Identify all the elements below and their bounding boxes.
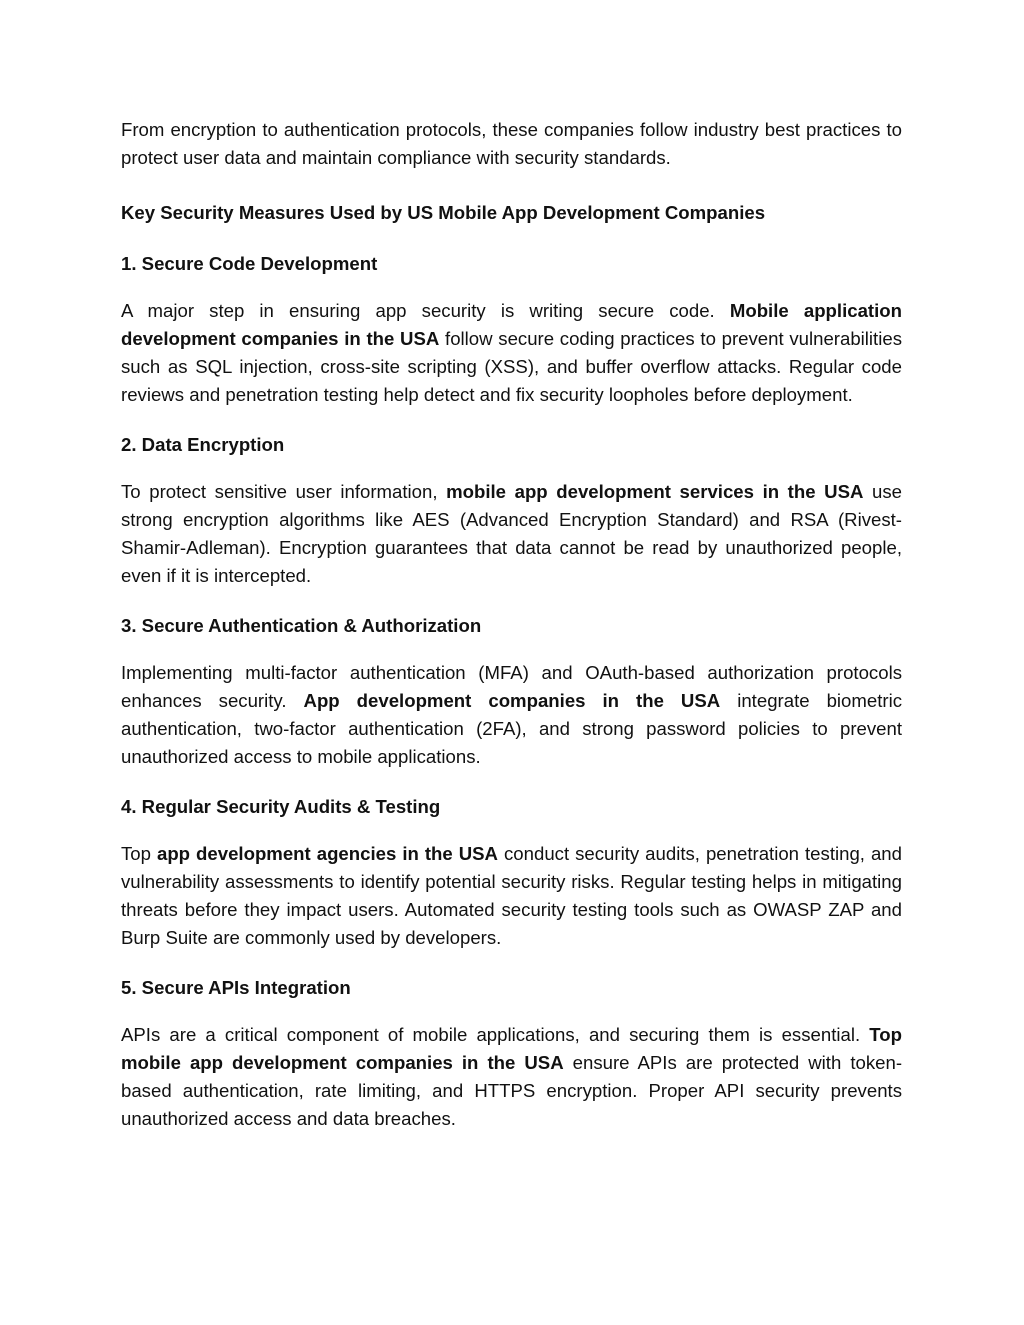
- section-paragraph-data-encryption: [121, 478, 902, 589]
- section-heading-secure-code: 1. Secure Code Development: [121, 253, 378, 275]
- paragraph-text: Top: [121, 843, 157, 865]
- emphasis-text: mobile app development services in the USA: [446, 481, 864, 503]
- paragraph-text: use strong encryption algorithms like AES (Advanced Encryption Standard) and RSA (Rivest-Shamir-Adleman). Encryption guarantees that data cannot be read by unauthorized people, even if it is intercepted.: [121, 481, 902, 586]
- section-paragraph-secure-apis: [121, 1021, 902, 1132]
- paragraph-text: A major step in ensuring app security is writing secure code.: [121, 300, 730, 322]
- intro-paragraph: From encryption to authentication protocols, these companies follow industry best practices to protect user data and maintain compliance with security standards.: [121, 119, 902, 168]
- document-page: [121, 116, 902, 1155]
- paragraph-text: APIs are a critical component of mobile applications, and securing them is essential.: [121, 1024, 870, 1046]
- emphasis-text: app development agencies in the USA: [156, 843, 498, 865]
- section-paragraph-secure-code: [121, 297, 902, 408]
- section-heading-security-audits: 4. Regular Security Audits & Testing: [121, 796, 441, 818]
- paragraph-text: conduct security audits, penetration testing, and vulnerability assessments to identify potential security risks. Regular testing helps in mitigating threats before they impact users. Automated security testing tools such as OWASP ZAP and Burp Suite are commonly used by developers.: [121, 843, 902, 948]
- paragraph-text: follow secure coding practices to prevent vulnerabilities such as SQL injection, cross-site scripting (XSS), and buffer overflow attacks. Regular code reviews and penetration testing help detect and fix security loopholes before deployment.: [121, 327, 902, 405]
- paragraph-text: Implementing multi-factor authentication (MFA) and OAuth-based authorization protocols enhances security.: [121, 662, 902, 711]
- paragraph-text: ensure APIs are protected with token-based authentication, rate limiting, and HTTPS encryption. Proper API security prevents unauthorized access and data breaches.: [121, 1051, 903, 1129]
- main-heading: Key Security Measures Used by US Mobile App Development Companies: [121, 201, 766, 223]
- section-heading-authentication: 3. Secure Authentication & Authorization: [121, 615, 482, 637]
- section-heading-secure-apis: 5. Secure APIs Integration: [121, 977, 351, 999]
- emphasis-text: Mobile application development companies in the USA: [121, 300, 903, 349]
- paragraph-text: To protect sensitive user information,: [121, 481, 447, 503]
- paragraph-text: integrate biometric authentication, two-factor authentication (2FA), and strong password policies to prevent unauthorized access to mobile applications.: [121, 689, 903, 767]
- section-paragraph-authentication: [121, 659, 902, 770]
- emphasis-text: Top mobile app development companies in the USA: [121, 1024, 902, 1073]
- emphasis-text: App development companies in the USA: [303, 689, 721, 711]
- section-paragraph-security-audits: [121, 840, 902, 951]
- section-heading-data-encryption: 2. Data Encryption: [121, 434, 285, 456]
